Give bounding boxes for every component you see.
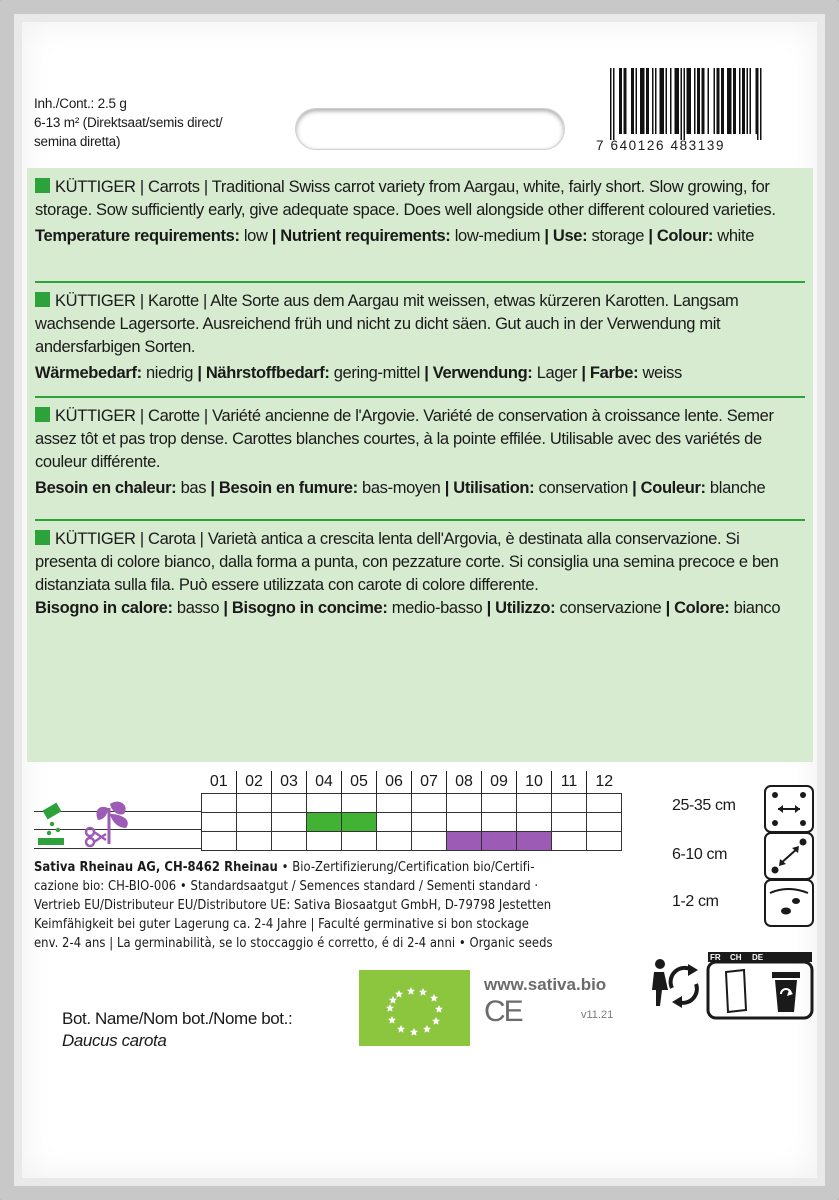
botanical-name (62, 1008, 292, 1052)
botanical-name-label: Bot. Name/Nom bot./Nome bot.: (62, 1009, 293, 1028)
barcode-bar (684, 68, 686, 140)
calendar-cell (272, 794, 307, 813)
calendar-cell (342, 832, 377, 851)
section-german (35, 290, 805, 385)
section-props: Bisogno in calore: basso | Bisogno in concime: medio-basso | Utilizzo: conservazione | Colore: bianco (35, 599, 781, 617)
calendar-cell (412, 813, 447, 832)
calendar-cell (377, 813, 412, 832)
barcode-bar (757, 68, 759, 140)
sowing-cell-04 (307, 813, 342, 832)
barcode-bar (655, 68, 657, 134)
calendar-blank-row (202, 794, 622, 813)
section-text: KÜTTIGER | Karotte | Alte Sorte aus dem Aargau mit weissen, etwas kürzeren Karotten. Langsam wachsende Lagersorte. Ausreichend früh und nicht zu dicht säen. Gut auch in der Verwendung mit andersfarbigen Sorten. (35, 292, 739, 356)
harvest-cell-08 (447, 832, 482, 851)
country-de: DE (752, 953, 764, 962)
version-label: v11.21 (581, 1009, 614, 1021)
calendar-cell (412, 832, 447, 851)
contents-area: 6-13 m² (Direktsaat/semis direct/ (34, 115, 223, 130)
calendar-cell (307, 832, 342, 851)
barcode-bar (718, 68, 720, 134)
green-square-icon (35, 178, 50, 193)
barcode-bar (681, 68, 683, 140)
barcode-bar (723, 68, 725, 134)
calendar-month-10: 10 (517, 771, 552, 794)
barcode-bar (624, 68, 626, 134)
barcode-bar (661, 68, 663, 134)
barcode-bar (744, 68, 746, 134)
plant-spacing-icon (764, 832, 814, 880)
sowing-cell-05 (342, 813, 377, 832)
barcode-bar (652, 68, 654, 134)
barcode-bar (702, 68, 704, 134)
calendar-cell (202, 813, 237, 832)
calendar-legend-icons (38, 800, 138, 848)
barcode-bar (750, 68, 752, 134)
section-english (35, 176, 805, 248)
barcode-bar (729, 68, 731, 134)
calendar-cell (587, 794, 622, 813)
barcode-bar (721, 68, 723, 134)
barcode-bar (760, 68, 762, 140)
calendar-month-row (202, 771, 622, 794)
barcode-bar (625, 68, 627, 134)
calendar-cell (202, 794, 237, 813)
section-text: KÜTTIGER | Carrots | Traditional Swiss carrot variety from Aargau, white, fairly short. Slow growing, for storage. Sow sufficiently early, give adequate space. Does well alongside other different coloured varieties. (35, 178, 776, 219)
barcode-bar (610, 68, 612, 140)
calendar-cell (307, 794, 342, 813)
barcode (596, 66, 774, 156)
calendar-cell (377, 832, 412, 851)
barcode-bar (727, 68, 729, 134)
sowing-harvest-calendar (201, 771, 622, 851)
section-props: Besoin en chaleur: bas | Besoin en fumure: bas-moyen | Utilisation: conservation | Couleur: blanche (35, 479, 766, 497)
barcode-bar (703, 68, 705, 134)
calendar-harvest-row (202, 832, 622, 851)
company-info: Sativa Rheinau AG, CH-8462 Rheinau • Bio-Zertifizierung/Certification bio/Certifi- cazione bio: CH-BIO-006 • Standardsaatgut / Semences standard / Sementi standard · Vertrieb EU/Distributeur EU/Distributore UE: Sativa Biosaatgut GmbH, D-79798 Jestetten Keimfähigkeit bei guter Lagerung ca. 2-4 Jahre | Faculté germinative si bon stockage env. 2-4 ans | La germinabilità, se lo stoccaggio é corretto, é di 2-4 anni • Organic seeds (34, 860, 553, 951)
barcode-bar (756, 68, 758, 134)
section-divider (35, 281, 805, 283)
barcode-bar (747, 68, 749, 134)
calendar-cell (552, 832, 587, 851)
green-square-icon (35, 530, 50, 545)
calendar-month-12: 12 (587, 771, 622, 794)
barcode-bar (676, 68, 678, 134)
calendar-cell (272, 813, 307, 832)
barcode-bar (733, 68, 735, 134)
calendar-month-04: 04 (307, 771, 342, 794)
calendar-month-01: 01 (209, 773, 228, 790)
calendar-month-09: 09 (482, 771, 517, 794)
calendar-cell (587, 832, 622, 851)
barcode-bar (648, 68, 650, 134)
section-text: KÜTTIGER | Carota | Varietà antica a crescita lenta dell'Argovia, è destinata alla conservazione. Si presenta di colore bianco, dalla forma a punta, con pezzature corte. Si consiglia una semina precoce e ben distanziata sulla fila. Può essere utilizzata con carote di colore differente. (35, 530, 779, 594)
barcode-bar (666, 68, 668, 134)
barcode-bar (739, 68, 741, 134)
calendar-cell (517, 794, 552, 813)
row-spacing-icon (764, 785, 814, 833)
calendar-month-07: 07 (412, 771, 447, 794)
barcode-bar (670, 68, 672, 134)
barcode-bar (690, 68, 692, 134)
barcode-number: 7 640126 483139 (596, 138, 726, 153)
calendar-cell (447, 813, 482, 832)
barcode-bar (640, 68, 642, 134)
calendar-cell (447, 794, 482, 813)
barcode-bar (619, 68, 621, 134)
calendar-cell (482, 794, 517, 813)
section-divider (35, 519, 805, 521)
barcode-bar (631, 68, 633, 134)
barcode-bar (663, 68, 665, 134)
website-url: www.sativa.bio (484, 975, 607, 994)
calendar-guide-line (34, 848, 201, 849)
calendar-cell (272, 832, 307, 851)
barcode-bar (697, 68, 699, 134)
barcode-bar (613, 68, 615, 140)
calendar-month-05: 05 (342, 771, 377, 794)
barcode-bar (717, 68, 719, 134)
packet-paper-icon (726, 970, 746, 1012)
barcode-bar (643, 68, 645, 134)
plant-spacing-value: 6-10 cm (672, 846, 727, 863)
contents-info (34, 94, 222, 151)
calendar-cell (237, 832, 272, 851)
barcode-bar (688, 68, 690, 134)
barcode-bar (735, 68, 737, 134)
green-square-icon (35, 407, 50, 422)
ce-mark: CE (484, 995, 522, 1028)
barcode-bar (636, 68, 638, 134)
calendar-month-03: 03 (272, 771, 307, 794)
barcode-bar (675, 68, 677, 134)
calendar-month-11: 11 (552, 771, 587, 794)
section-italian (35, 528, 805, 620)
calendar-month-08: 08 (447, 771, 482, 794)
calendar-sowing-row (202, 813, 622, 832)
calendar-cell (237, 794, 272, 813)
sowing-depth-value: 1-2 cm (672, 893, 719, 910)
barcode-bar (642, 68, 644, 134)
barcode-bar (708, 68, 710, 134)
calendar-cell (552, 813, 587, 832)
calendar-cell (482, 813, 517, 832)
barcode-bar (730, 68, 732, 134)
section-text: KÜTTIGER | Carotte | Variété ancienne de l'Argovie. Variété de conservation à croissance lente. Semer assez tôt et pas trop dense. Carottes blanches courtes, à la pointe effilée. Utilisable avec des variétés de couleur différente. (35, 407, 774, 471)
harvest-cell-10 (517, 832, 552, 851)
country-fr: FR (710, 953, 721, 962)
barcode-bar (687, 68, 689, 134)
barcode-bar (742, 68, 744, 134)
contents-area-cont: semina diretta) (34, 134, 121, 149)
triman-icon (652, 959, 698, 1008)
sowing-depth-icon (764, 879, 814, 927)
row-spacing-value: 25-35 cm (672, 797, 736, 814)
barcode-bar (633, 68, 635, 134)
barcode-bar (646, 68, 648, 134)
botanical-name-value: Daucus carota (62, 1031, 167, 1050)
recycling-bin-icon (772, 972, 800, 1012)
recycling-frame (708, 962, 812, 1018)
barcode-bar (678, 68, 680, 134)
calendar-month-06: 06 (377, 771, 412, 794)
calendar-cell (517, 813, 552, 832)
sowing-icon (38, 803, 64, 845)
contents-weight: Inh./Cont.: 2.5 g (34, 96, 127, 111)
calendar-month-02: 02 (237, 771, 272, 794)
section-divider (35, 396, 805, 398)
green-square-icon (35, 292, 50, 307)
barcode-bar (694, 68, 696, 134)
harvest-icon (86, 802, 128, 846)
description-panel (27, 168, 813, 762)
barcode-bar (621, 68, 623, 134)
calendar-cell (377, 794, 412, 813)
barcode-bar (714, 68, 716, 134)
calendar-cell (237, 813, 272, 832)
section-props: Temperature requirements: low | Nutrient requirements: low-medium | Use: storage | Colour: white (35, 227, 755, 245)
country-ch: CH (730, 953, 742, 962)
harvest-cell-09 (482, 832, 517, 851)
recycling-info (648, 950, 816, 1022)
hanger-hole (295, 108, 565, 150)
eu-organic-logo (359, 970, 470, 1046)
barcode-bar (660, 68, 662, 134)
calendar-cell (587, 813, 622, 832)
calendar-cell (412, 794, 447, 813)
section-french (35, 405, 805, 500)
company-name: Sativa Rheinau AG, CH-8462 Rheinau (34, 860, 278, 875)
calendar-cell (342, 794, 377, 813)
barcode-bar (699, 68, 701, 134)
calendar-cell (202, 832, 237, 851)
calendar-cell (552, 794, 587, 813)
section-props: Wärmebedarf: niedrig | Nährstoffbedarf: gering-mittel | Verwendung: Lager | Farbe: weiss (35, 364, 682, 382)
